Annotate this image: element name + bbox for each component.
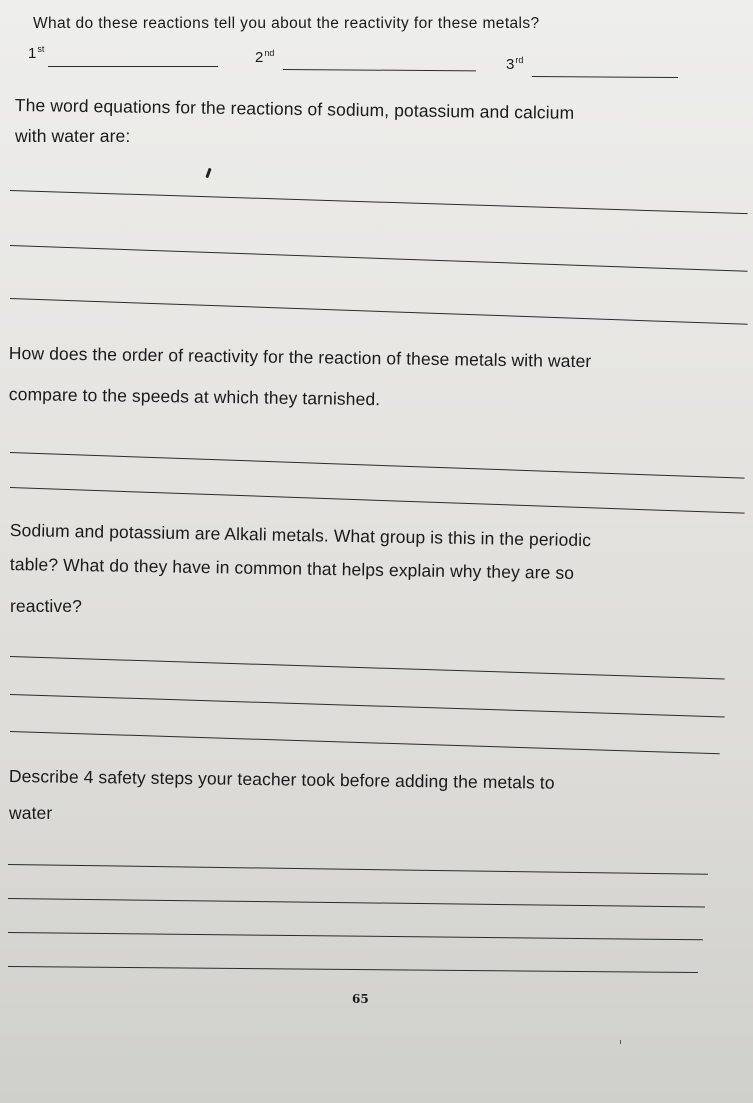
question-word-equations-line2: with water are: — [15, 126, 131, 146]
answer-line-second[interactable] — [283, 69, 476, 71]
question-reactivity: What do these reactions tell you about the reactivity for these metals? — [33, 15, 540, 32]
answer-line-first[interactable] — [48, 66, 218, 67]
ordinal-first-label: 1st — [28, 44, 45, 62]
answer-line-safety-3[interactable] — [8, 932, 703, 940]
answer-line-alkali-3[interactable] — [10, 731, 720, 754]
question-alkali-metals-line1: Sodium and potassium are Alkali metals. What group is this in the periodic — [9, 520, 592, 551]
question-safety-steps-line1: Describe 4 safety steps your teacher took before adding the metals to — [8, 766, 555, 793]
question-safety-steps-line2: water — [9, 803, 53, 823]
question-word-equations-line1: The word equations for the reactions of sodium, potassium and calcium — [14, 95, 575, 123]
answer-line-order-2[interactable] — [10, 487, 745, 514]
answer-line-third[interactable] — [532, 76, 678, 78]
page-number: 65 — [352, 992, 369, 1006]
question-alkali-metals-line2: table? What do they have in common that helps explain why they are so — [9, 554, 575, 583]
answer-line-safety-1[interactable] — [8, 864, 708, 875]
answer-line-equations-2[interactable] — [10, 245, 748, 272]
question-order-reactivity-line2: compare to the speeds at which they tarnished. — [8, 384, 381, 410]
answer-line-alkali-2[interactable] — [10, 694, 725, 717]
pen-mark — [205, 168, 211, 178]
answer-line-safety-4[interactable] — [8, 966, 698, 973]
paper-speck — [620, 1040, 621, 1044]
answer-line-alkali-1[interactable] — [10, 656, 725, 679]
answer-line-equations-3[interactable] — [10, 298, 748, 325]
question-alkali-metals-line3: reactive? — [10, 596, 82, 616]
ordinal-second-label: 2nd — [255, 48, 275, 66]
answer-line-order-1[interactable] — [10, 452, 745, 479]
question-order-reactivity-line1: How does the order of reactivity for the reaction of these metals with water — [8, 343, 592, 372]
answer-line-equations-1[interactable] — [10, 190, 748, 214]
ordinal-third-label: 3rd — [506, 55, 524, 73]
answer-line-safety-2[interactable] — [8, 898, 705, 908]
